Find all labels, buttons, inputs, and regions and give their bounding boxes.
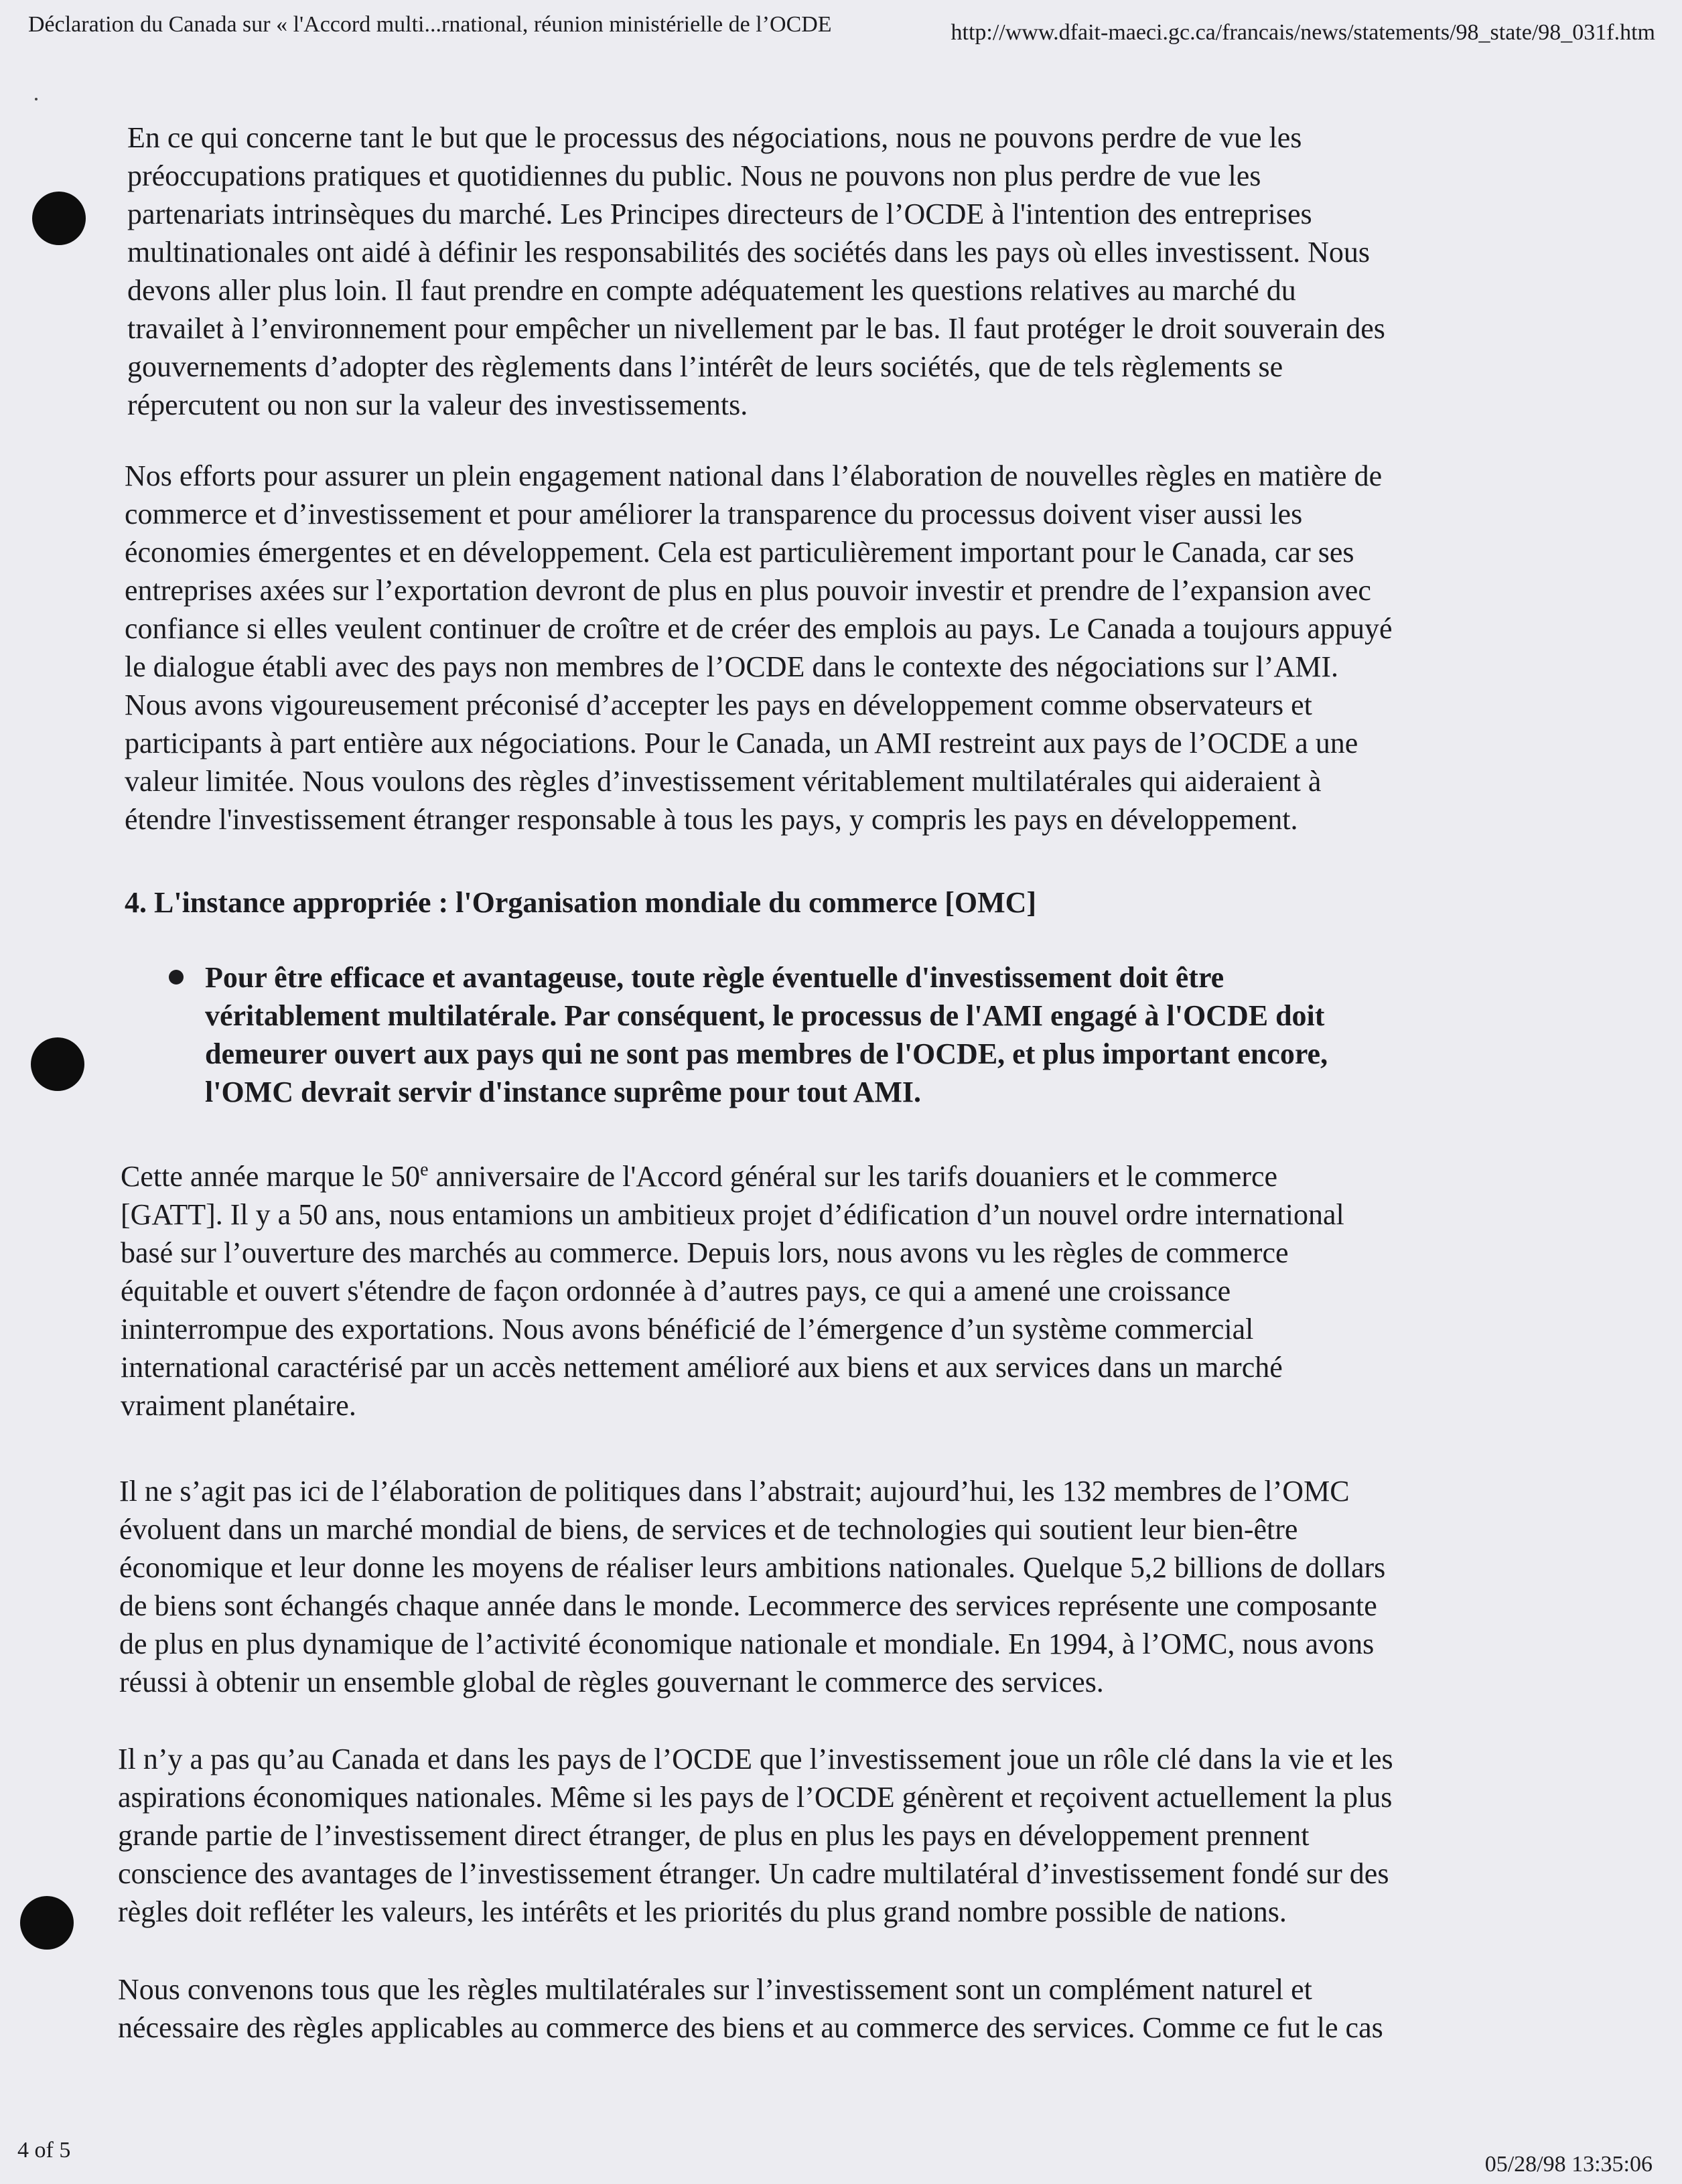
paragraph-3-rest: anniversaire de l'Accord général sur les tarifs douaniers et le commerce [GATT]. Il y a 50 ans, nous entamions un ambitieux projet d’édification d’un nouvel ordre international basé sur l’ouverture des marchés au commerce. Depuis lors, nous avons vu les règles de commerce équitable et ouvert s'étendre de façon ordonnée à d’autres pays, ce qui a amené une croissance ininterrompue des exportations. Nous avons bénéficié de l’émergence d’un système commercial international caractérisé par un accès nettement amélioré aux biens et aux services dans un marché vraiment planétaire. — [121, 1160, 1344, 1422]
section-heading: 4. L'instance appropriée : l'Organisation mondiale du commerce [OMC] — [125, 886, 1037, 919]
punch-hole-top — [32, 192, 86, 245]
paragraph-6: Nous convenons tous que les règles multilatérales sur l’investissement sont un complément naturel et nécessaire des règles applicables au commerce des biens et au commerce des services. Comme ce fut le cas — [118, 1973, 1383, 2044]
header-url: http://www.dfait-maeci.gc.ca/francais/news/statements/98_state/98_031f.htm — [951, 20, 1655, 45]
paragraph-4: Il ne s’agit pas ici de l’élaboration de politiques dans l’abstrait; aujourd’hui, les 132 membres de l’OMC évoluent dans un marché mondial de biens, de services et de technologies qui soutient leur bien-être économique et leur donne les moyens de réaliser leurs ambitions nationales. Quelque 5,2 billions de dollars de biens sont échangés chaque année dans le monde. Lecommerce des services représente une composante de plus en plus dynamique de l’activité économique nationale et mondiale. En 1994, à l’OMC, nous avons réussi à obtenir un ensemble global de règles gouvernant le commerce des services. — [119, 1475, 1386, 1698]
scan-speck — [35, 98, 38, 100]
bullet-icon — [169, 970, 184, 985]
paragraph-2: Nos efforts pour assurer un plein engagement national dans l’élaboration de nouvelles règles en matière de commerce et d’investissement et pour améliorer la transparence du processus doivent viser aussi les économies émergentes et en développement. Cela est particulièrement important pour le Canada, car ses entreprises axées sur l’exportation devront de plus en plus pouvoir investir et prendre de l’expansion avec confiance si elles veulent continuer de croître et de créer des emplois au pays. Le Canada a toujours appuyé le dialogue établi avec des pays non membres de l’OCDE dans le contexte des négociations sur l’AMI. Nous avons vigoureusement préconisé d’accepter les pays en développement comme observateurs et participants à part entière aux négociations. Pour le Canada, un AMI restreint aux pays de l’OCDE a une valeur limitée. Nous voulons des règles d’investissement véritablement multilatérales qui aideraient à étendre l'investissement étranger responsable à tous les pays, y compris les pays en développement. — [125, 459, 1393, 836]
bullet-point: Pour être efficace et avantageuse, toute règle éventuelle d'investissement doit être véritablement multilatérale. Par conséquent, le processus de l'AMI engagé à l'OCDE doit demeurer ouvert aux pays qui ne sont pas membres de l'OCDE, et plus important encore, l'OMC devrait servir d'instance suprême pour tout AMI. — [205, 961, 1328, 1108]
page-number: 4 of 5 — [17, 2138, 71, 2163]
punch-hole-bottom — [20, 1896, 74, 1950]
paragraph-3 — [121, 1157, 1567, 1425]
paragraph-5: Il n’y a pas qu’au Canada et dans les pays de l’OCDE que l’investissement joue un rôle clé dans la vie et les aspirations économiques nationales. Même si les pays de l’OCDE génèrent et reçoivent actuellement la plus grande partie de l’investissement direct étranger, de plus en plus les pays en développement prennent conscience des avantages de l’investissement étranger. Un cadre multilatéral d’investissement fondé sur des règles doit refléter les valeurs, les intérêts et les priorités du plus grand nombre possible de nations. — [118, 1743, 1393, 1928]
header-title: Déclaration du Canada sur « l'Accord multi...rnational, réunion ministérielle de l’OCDE — [28, 12, 832, 37]
paragraph-1: En ce qui concerne tant le but que le processus des négociations, nous ne pouvons perdre de vue les préoccupations pratiques et quotidiennes du public. Nous ne pouvons non plus perdre de vue les partenariats intrinsèques du marché. Les Principes directeurs de l’OCDE à l'intention des entreprises multinationales ont aidé à définir les responsabilités des sociétés dans les pays où elles investissent. Nous devons aller plus loin. Il faut prendre en compte adéquatement les questions relatives au marché du travailet à l’environnement pour empêcher un nivellement par le bas. Il faut protéger le droit souverain des gouvernements d’adopter des règlements dans l’intérêt de leurs sociétés, que de tels règlements se répercutent ou non sur la valeur des investissements. — [127, 121, 1385, 421]
print-timestamp: 05/28/98 13:35:06 — [1484, 2152, 1653, 2177]
paragraph-3-start: Cette année marque le 50 — [121, 1160, 421, 1193]
superscript: e — [420, 1159, 429, 1180]
punch-hole-middle — [31, 1037, 84, 1091]
